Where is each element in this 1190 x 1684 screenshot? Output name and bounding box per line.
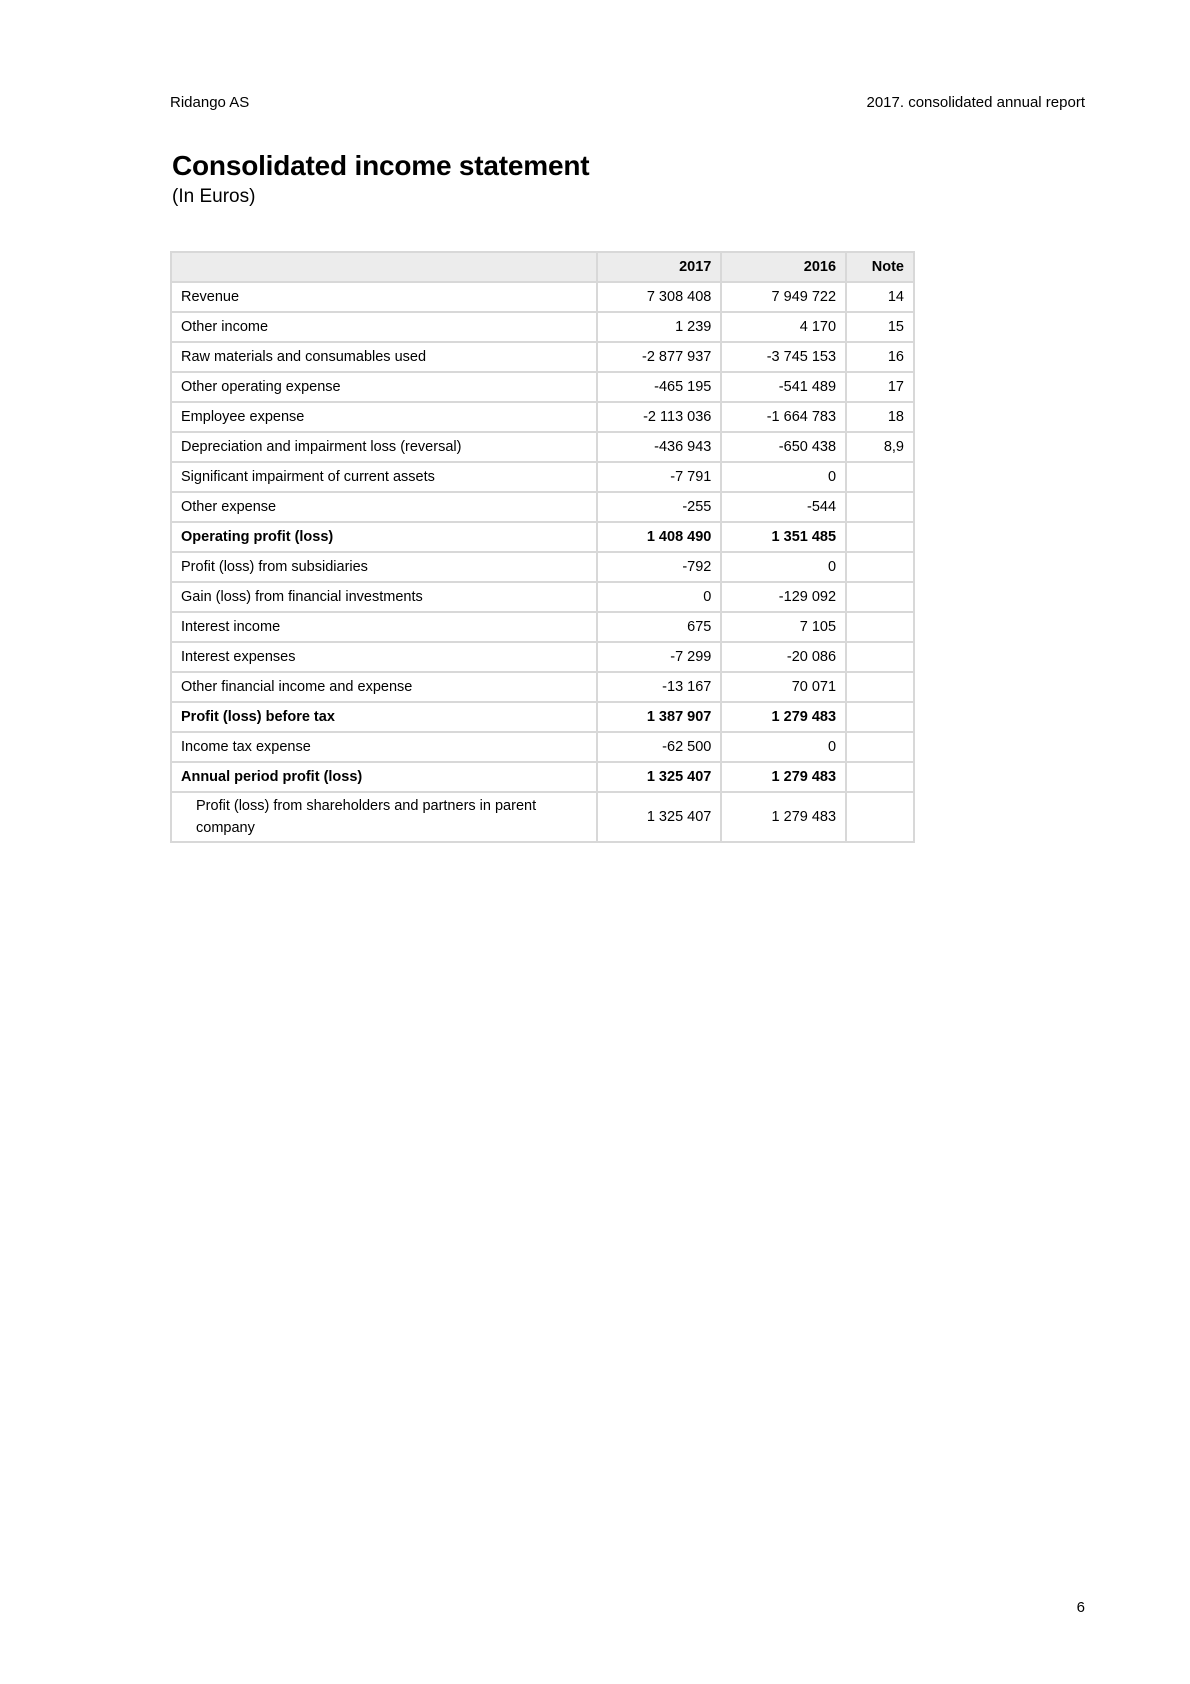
row-label: Other income <box>171 312 597 342</box>
header-label <box>171 252 597 282</box>
value-2017: -62 500 <box>597 732 722 762</box>
table-row <box>171 732 914 762</box>
row-label: Significant impairment of current assets <box>171 462 597 492</box>
table-row <box>171 312 914 342</box>
note-ref: 8,9 <box>846 432 914 462</box>
value-2017: -255 <box>597 492 722 522</box>
table-row <box>171 582 914 612</box>
table-row <box>171 612 914 642</box>
row-label: Other operating expense <box>171 372 597 402</box>
value-2016: 0 <box>721 732 846 762</box>
note-ref <box>846 762 914 792</box>
header-2016: 2016 <box>721 252 846 282</box>
row-label: Depreciation and impairment loss (reversal) <box>171 432 597 462</box>
row-label: Interest expenses <box>171 642 597 672</box>
value-2017: 1 239 <box>597 312 722 342</box>
note-ref: 15 <box>846 312 914 342</box>
table-row <box>171 432 914 462</box>
value-2017: 7 308 408 <box>597 282 722 312</box>
value-2016: -1 664 783 <box>721 402 846 432</box>
page-number: 6 <box>1076 1599 1085 1616</box>
note-ref: 18 <box>846 402 914 432</box>
row-label: Employee expense <box>171 402 597 432</box>
value-2016: -129 092 <box>721 582 846 612</box>
table-header-row <box>171 252 914 282</box>
row-label: Other financial income and expense <box>171 672 597 702</box>
value-2017: -792 <box>597 552 722 582</box>
note-ref <box>846 462 914 492</box>
row-label: Profit (loss) from shareholders and partners in parent company <box>171 792 597 842</box>
note-ref <box>846 552 914 582</box>
value-2016: 1 279 483 <box>721 702 846 732</box>
table-row-total <box>171 762 914 792</box>
value-2017: -465 195 <box>597 372 722 402</box>
table-row <box>171 282 914 312</box>
value-2017: -2 877 937 <box>597 342 722 372</box>
table-row <box>171 342 914 372</box>
value-2016: 70 071 <box>721 672 846 702</box>
table-row <box>171 672 914 702</box>
table-row <box>171 462 914 492</box>
value-2017: 1 387 907 <box>597 702 722 732</box>
value-2017: 0 <box>597 582 722 612</box>
note-ref <box>846 642 914 672</box>
value-2016: 1 279 483 <box>721 762 846 792</box>
value-2017: 675 <box>597 612 722 642</box>
row-label: Income tax expense <box>171 732 597 762</box>
value-2017: 1 325 407 <box>597 792 722 842</box>
value-2016: 1 279 483 <box>721 792 846 842</box>
value-2017: 1 408 490 <box>597 522 722 552</box>
value-2017: -7 791 <box>597 462 722 492</box>
value-2017: 1 325 407 <box>597 762 722 792</box>
note-ref <box>846 792 914 842</box>
table-row <box>171 552 914 582</box>
note-ref <box>846 702 914 732</box>
value-2016: -544 <box>721 492 846 522</box>
value-2016: -650 438 <box>721 432 846 462</box>
note-ref: 17 <box>846 372 914 402</box>
row-label: Interest income <box>171 612 597 642</box>
row-label: Profit (loss) from subsidiaries <box>171 552 597 582</box>
row-label: Other expense <box>171 492 597 522</box>
row-label: Operating profit (loss) <box>171 522 597 552</box>
value-2016: 7 105 <box>721 612 846 642</box>
row-label: Raw materials and consumables used <box>171 342 597 372</box>
currency-subtitle: (In Euros) <box>172 186 256 207</box>
page-title: Consolidated income statement <box>172 150 590 181</box>
table-row-sub <box>171 792 914 842</box>
value-2016: 4 170 <box>721 312 846 342</box>
value-2016: 1 351 485 <box>721 522 846 552</box>
value-2017: -436 943 <box>597 432 722 462</box>
note-ref: 14 <box>846 282 914 312</box>
table-row-total <box>171 522 914 552</box>
value-2016: -20 086 <box>721 642 846 672</box>
value-2016: 0 <box>721 552 846 582</box>
table-row <box>171 492 914 522</box>
value-2017: -7 299 <box>597 642 722 672</box>
value-2016: -3 745 153 <box>721 342 846 372</box>
note-ref <box>846 492 914 522</box>
value-2016: -541 489 <box>721 372 846 402</box>
note-ref <box>846 732 914 762</box>
value-2016: 0 <box>721 462 846 492</box>
note-ref <box>846 582 914 612</box>
note-ref <box>846 672 914 702</box>
value-2017: -13 167 <box>597 672 722 702</box>
table-row-total <box>171 702 914 732</box>
header-2017: 2017 <box>597 252 722 282</box>
row-label: Annual period profit (loss) <box>171 762 597 792</box>
table-row <box>171 372 914 402</box>
table-row <box>171 642 914 672</box>
row-label: Profit (loss) before tax <box>171 702 597 732</box>
company-name: Ridango AS <box>170 94 250 111</box>
note-ref <box>846 522 914 552</box>
header-note: Note <box>846 252 914 282</box>
row-label: Gain (loss) from financial investments <box>171 582 597 612</box>
income-statement-table <box>170 251 915 843</box>
table-row <box>171 402 914 432</box>
value-2016: 7 949 722 <box>721 282 846 312</box>
note-ref <box>846 612 914 642</box>
note-ref: 16 <box>846 342 914 372</box>
value-2017: -2 113 036 <box>597 402 722 432</box>
report-title: 2017. consolidated annual report <box>866 94 1085 111</box>
row-label: Revenue <box>171 282 597 312</box>
